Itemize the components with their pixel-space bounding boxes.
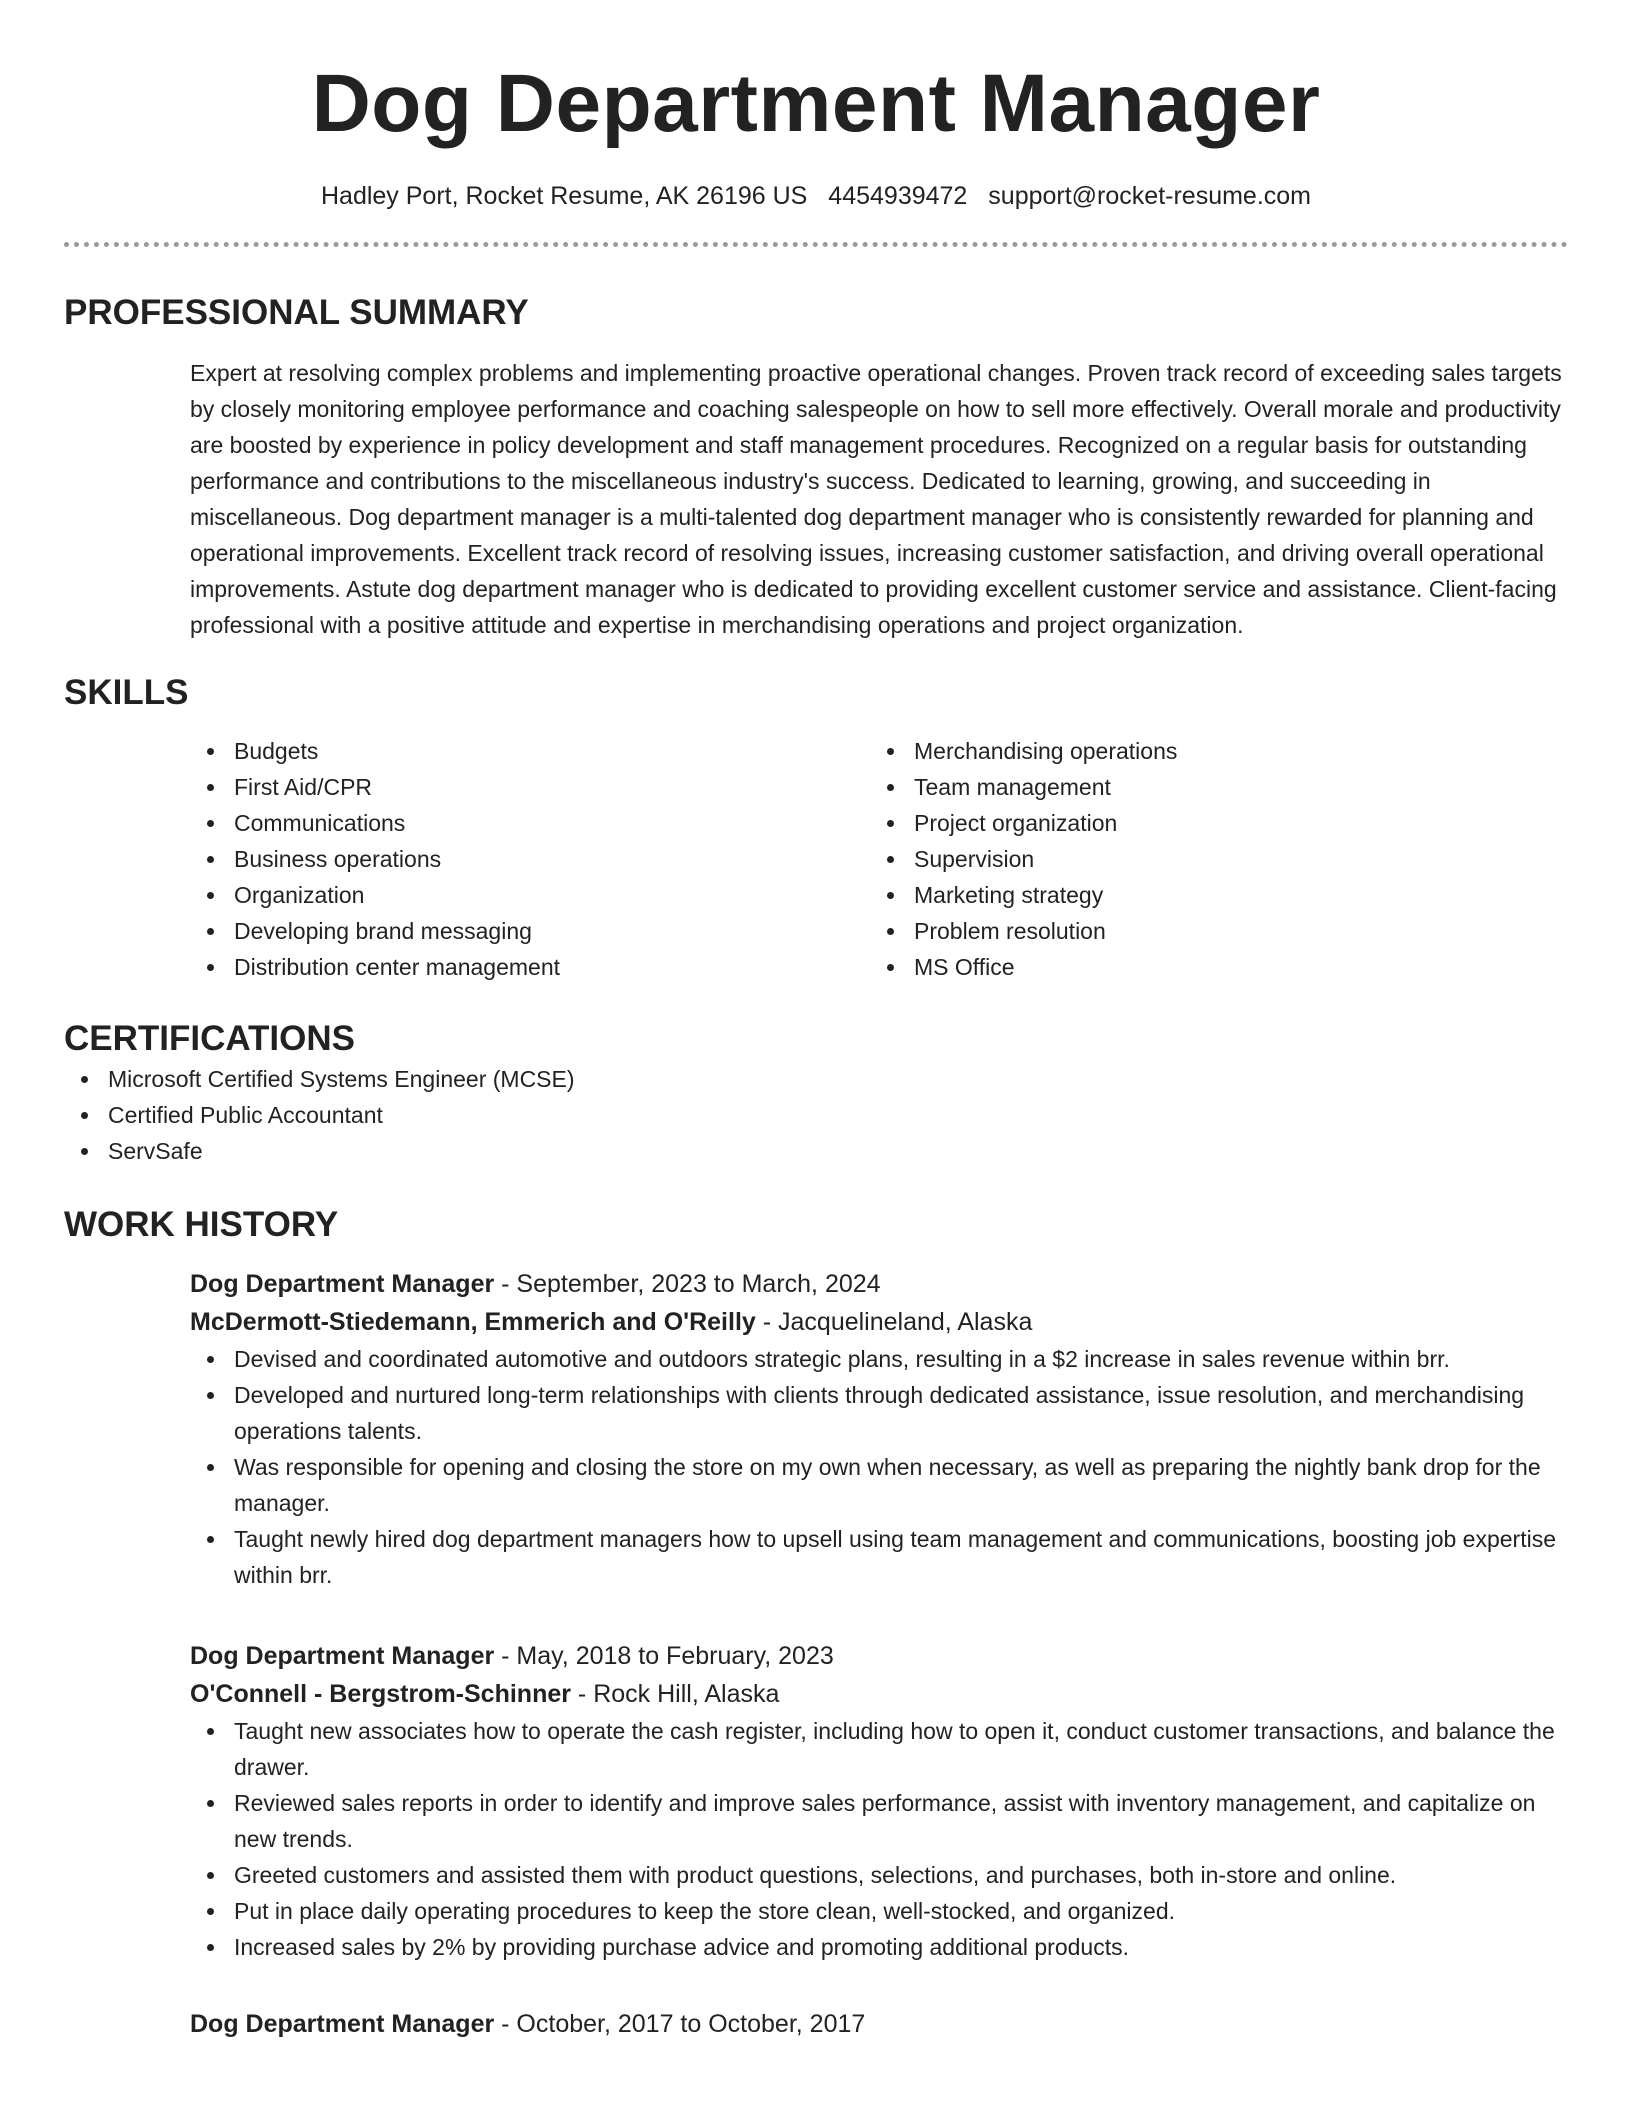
job-dates: - May, 2018 to February, 2023 — [494, 1642, 834, 1670]
skill-item: Budgets — [190, 733, 870, 769]
job-entry — [190, 1637, 1568, 1965]
skills-section — [64, 671, 1568, 985]
certification-item: Microsoft Certified Systems Engineer (MCSE) — [64, 1061, 1568, 1097]
skills-heading: SKILLS — [64, 673, 189, 712]
skill-item: First Aid/CPR — [190, 769, 870, 805]
summary-text: Expert at resolving complex problems and implementing proactive operational changes. Proven track record of exceeding sales targets by closely monitoring employee performance and coaching salespeople on how to sell more effectively. Overall morale and productivity are boosted by experience in policy development and staff management procedures. Recognized on a regular basis for outstanding performance and contributions to the miscellaneous industry's success. Dedicated to learning, growing, and succeeding in miscellaneous. Dog department manager is a multi-talented dog department manager who is consistently rewarded for planning and operational improvements. Excellent track record of resolving issues, increasing customer satisfaction, and driving overall operational improvements. Astute dog department manager who is dedicated to providing excellent customer service and assistance. Client-facing professional with a positive attitude and expertise in merchandising operations and project organization. — [190, 360, 1562, 638]
skill-item: Supervision — [870, 841, 1550, 877]
job-duty: Was responsible for opening and closing the store on my own when necessary, as well as preparing the nightly bank drop for the manager. — [190, 1449, 1568, 1521]
skill-item: Marketing strategy — [870, 877, 1550, 913]
job-company-line — [190, 1303, 1568, 1341]
job-duties-list — [190, 1341, 1568, 1593]
job-role: Dog Department Manager — [190, 1270, 495, 1298]
job-duty: Devised and coordinated automotive and outdoors strategic plans, resulting in a $2 increase in sales revenue within brr. — [190, 1341, 1568, 1377]
skill-item: Project organization — [870, 805, 1550, 841]
contact-address: Hadley Port, Rocket Resume, AK 26196 US — [320, 182, 808, 210]
contact-email: support@rocket-resume.com — [988, 182, 1312, 210]
skill-item: Merchandising operations — [870, 733, 1550, 769]
work-history-section — [64, 1203, 1568, 2043]
job-role: Dog Department Manager — [190, 2010, 495, 2038]
job-role: Dog Department Manager — [190, 1642, 495, 1670]
job-title-line — [190, 2005, 1568, 2043]
skill-item: Developing brand messaging — [190, 913, 870, 949]
skill-item: MS Office — [870, 949, 1550, 985]
skill-item: Organization — [190, 877, 870, 913]
certifications-section — [64, 1017, 1568, 1169]
job-duty: Reviewed sales reports in order to identify and improve sales performance, assist with inventory management, and capitalize on new trends. — [190, 1785, 1568, 1857]
certification-item: ServSafe — [64, 1133, 1568, 1169]
certifications-list — [64, 1061, 1568, 1169]
job-dates: - September, 2023 to March, 2024 — [494, 1270, 881, 1298]
skills-columns — [190, 733, 1568, 985]
job-title-line — [190, 1265, 1568, 1303]
skills-column-left — [190, 733, 870, 985]
skills-list-right — [870, 733, 1550, 985]
resume-header — [64, 0, 1568, 212]
job-company-line — [190, 1675, 1568, 1713]
job-entry — [190, 1265, 1568, 1593]
job-dates: - October, 2017 to October, 2017 — [494, 2010, 866, 2038]
job-company: McDermott-Stiedemann, Emmerich and O'Reilly — [190, 1308, 756, 1336]
job-location: - Rock Hill, Alaska — [570, 1680, 780, 1708]
job-duty: Greeted customers and assisted them with product questions, selections, and purchases, both in-store and online. — [190, 1857, 1568, 1893]
skill-item: Team management — [870, 769, 1550, 805]
certification-item: Certified Public Accountant — [64, 1097, 1568, 1133]
job-duty: Taught new associates how to operate the cash register, including how to open it, conduct customer transactions, and balance the drawer. — [190, 1713, 1568, 1785]
job-duty: Developed and nurtured long-term relationships with clients through dedicated assistance, issue resolution, and merchandising operations talents. — [190, 1377, 1568, 1449]
contact-phone: 4454939472 — [828, 182, 968, 210]
job-duty: Put in place daily operating procedures to keep the store clean, well-stocked, and organized. — [190, 1893, 1568, 1929]
professional-summary-section — [64, 291, 1568, 643]
summary-heading: PROFESSIONAL SUMMARY — [64, 293, 529, 332]
work-history-heading: WORK HISTORY — [64, 1205, 339, 1244]
skills-list-left — [190, 733, 870, 985]
job-duty: Increased sales by 2% by providing purchase advice and promoting additional products. — [190, 1929, 1568, 1965]
job-duty: Taught newly hired dog department managers how to upsell using team management and communications, boosting job expertise within brr. — [190, 1521, 1568, 1593]
skill-item: Communications — [190, 805, 870, 841]
certifications-heading: CERTIFICATIONS — [64, 1019, 356, 1058]
skill-item: Distribution center management — [190, 949, 870, 985]
contact-line — [64, 180, 1568, 212]
skills-column-right — [870, 733, 1550, 985]
header-divider — [64, 242, 1568, 247]
job-duties-list — [190, 1713, 1568, 1965]
job-location: - Jacquelineland, Alaska — [755, 1308, 1033, 1336]
skill-item: Problem resolution — [870, 913, 1550, 949]
candidate-name: Dog Department Manager — [311, 58, 1321, 149]
job-company: O'Connell - Bergstrom-Schinner — [190, 1680, 571, 1708]
job-entry — [190, 2005, 1568, 2043]
job-title-line — [190, 1637, 1568, 1675]
skill-item: Business operations — [190, 841, 870, 877]
